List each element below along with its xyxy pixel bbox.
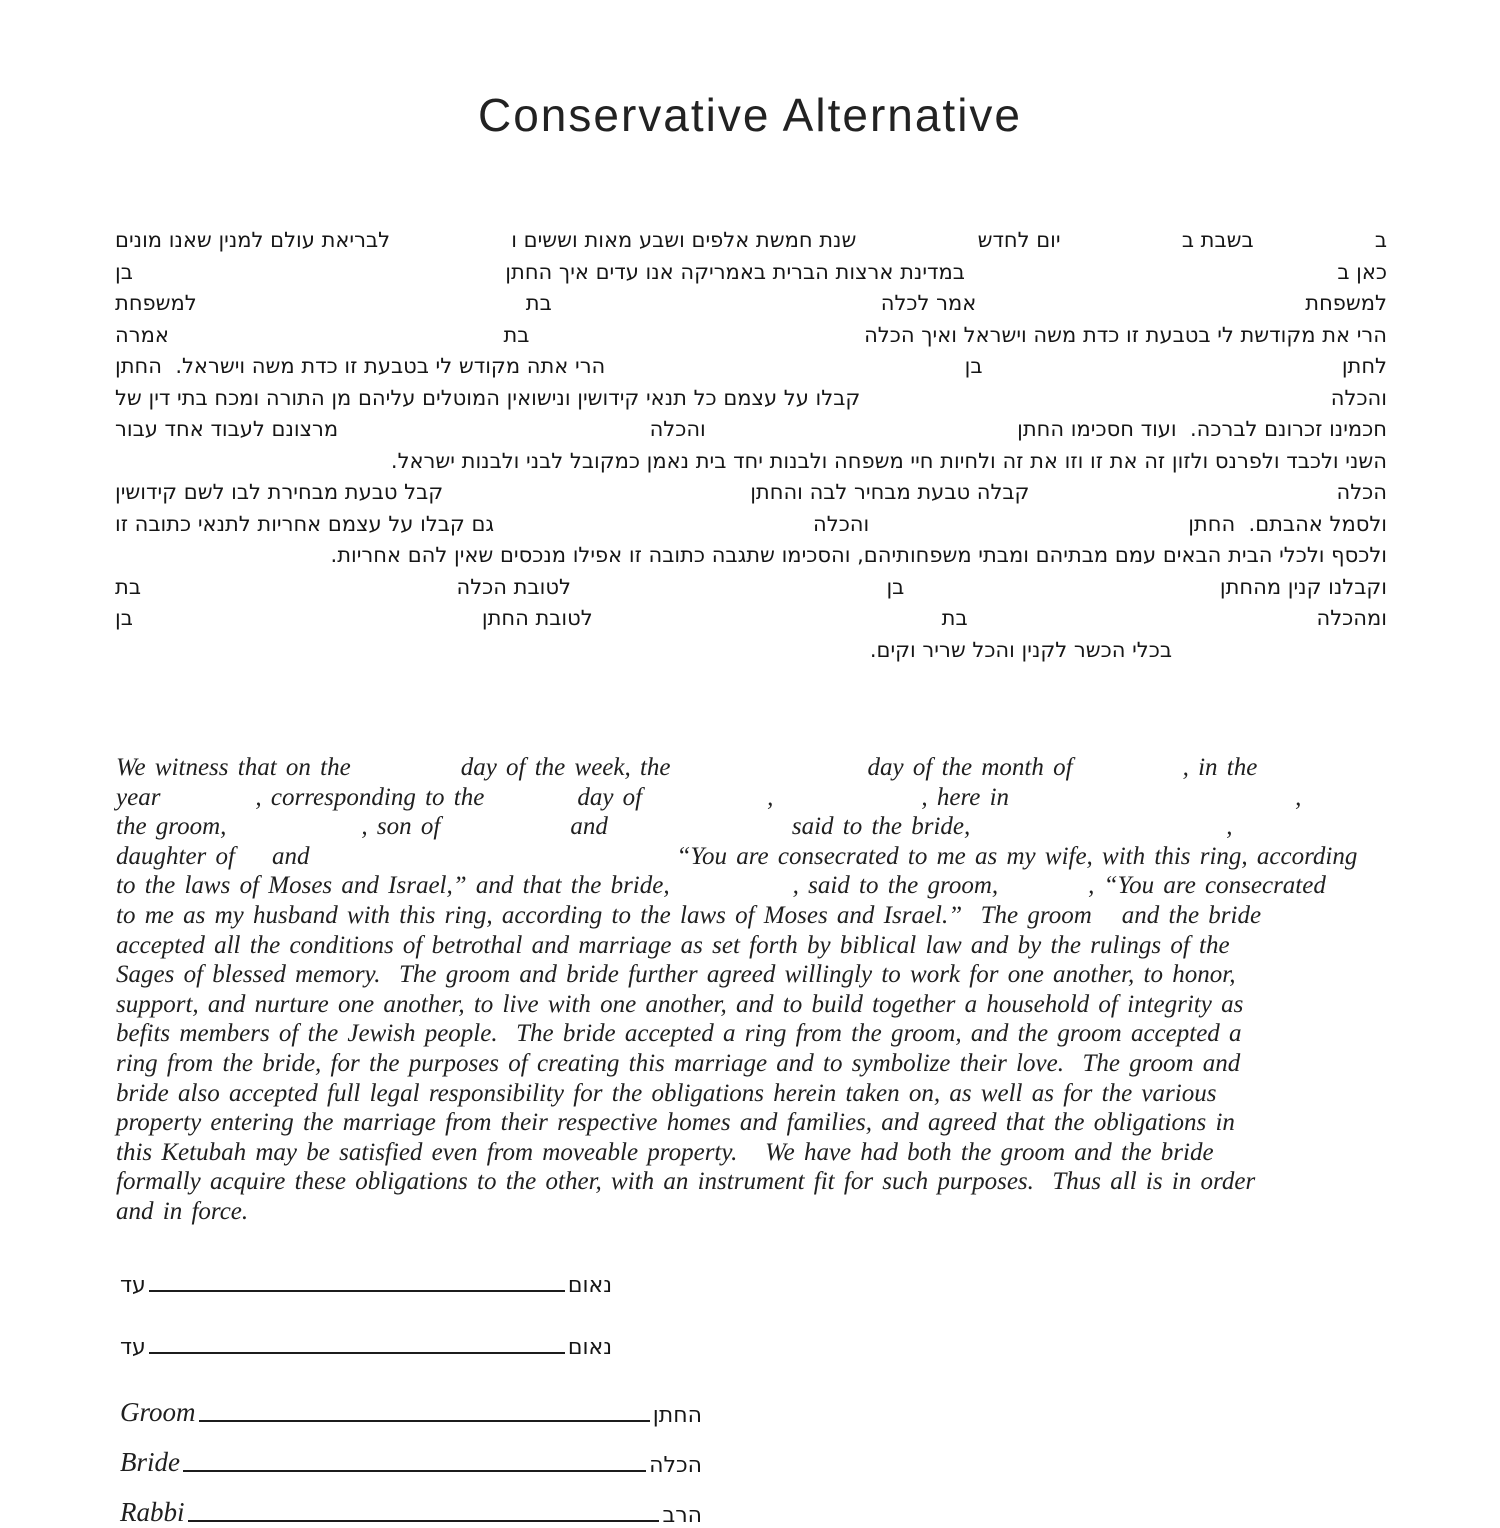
hebrew-text-segment: והכלה (813, 511, 870, 536)
english-line (116, 871, 1420, 901)
hebrew-text-segment: וקבלנו קנין מהחתן (1219, 574, 1387, 599)
hebrew-text-segment: ולסמל אהבתם. החתן (1188, 511, 1387, 536)
hebrew-text-segment: בכלי הכשר לקנין והכל שריר וקים. (869, 637, 1172, 662)
hebrew-text-segment: חכמינו זכרונם לברכה. ועוד חסכימו החתן (1017, 417, 1387, 441)
fill-in-blank (998, 892, 1088, 893)
english-text-segment: “You are consecrated to me as my wife, with this ring, according (676, 842, 1358, 870)
english-text-segment: day of the month of (867, 754, 1073, 781)
hebrew-text-segment: לבריאת עולם למנין שאנו מונים (115, 228, 391, 252)
hebrew-text-segment: לטובת הכלה (456, 574, 571, 599)
english-text-segment: , (767, 783, 774, 811)
fill-in-blank (1009, 804, 1295, 805)
hebrew-line (115, 449, 1387, 481)
hebrew-line (115, 638, 1387, 670)
hebrew-text-segment: בשבת ב (1181, 228, 1254, 252)
document-title: Conservative Alternative (477, 89, 1023, 141)
hebrew-text-segment: לחתן (1341, 354, 1387, 378)
english-text-segment: and in force. (116, 1197, 249, 1225)
fill-in-blank (970, 833, 1226, 834)
hebrew-text-segment: הכלה (1336, 480, 1387, 504)
english-text-segment: befits members of the Jewish people. The bride accepted a ring from the groom, and the groom accepted a (116, 1020, 1242, 1048)
fill-in-blank (226, 833, 361, 834)
english-text-segment: and (271, 842, 310, 870)
fill-in-blank (351, 774, 461, 775)
hebrew-line (115, 512, 1387, 544)
english-text-segment: We witness that on the (116, 754, 351, 781)
english-text-segment: Sages of blessed memory. The groom and bride further agreed willingly to work for one another, to honor, (116, 961, 1236, 989)
fill-in-blank (1092, 922, 1122, 923)
hebrew-line (115, 386, 1387, 418)
english-text-segment: , corresponding to the (255, 783, 485, 811)
english-text-segment: year (116, 783, 161, 811)
hebrew-text-segment: גם קבלו על עצמם אחריות לתנאי כתובה זו (115, 511, 495, 536)
signature-line (183, 1470, 646, 1472)
english-text-segment: to the laws of Moses and Israel,” and that the bride, (116, 872, 670, 900)
hebrew-text-segment: לטובת החתן (481, 606, 593, 630)
signature-right-label: החתן (652, 1402, 702, 1428)
hebrew-text-segment: אמר לכלה (880, 291, 977, 315)
fill-in-blank (773, 804, 921, 805)
hebrew-line (115, 228, 1387, 260)
hebrew-text-segment: כאן ב (1337, 259, 1387, 284)
english-text-segment: , in the (1182, 754, 1258, 781)
signature-left-label: עד (120, 1334, 146, 1360)
signature-right-label: הכלה (649, 1452, 702, 1478)
signature-row (120, 1397, 702, 1428)
hebrew-text-segment: בן (115, 259, 133, 284)
english-line (116, 931, 1420, 961)
fill-in-blank (484, 804, 577, 805)
english-text-segment: ring from the bride, for the purposes of creating this marriage and to symbolize their love. The groom and (116, 1049, 1241, 1077)
hebrew-text-segment: והכלה (1330, 385, 1387, 410)
hebrew-text-segment: ב (1374, 228, 1387, 252)
english-line (116, 1049, 1420, 1079)
english-line (116, 1197, 1420, 1227)
english-text-block (116, 753, 1420, 1227)
fill-in-blank (670, 892, 793, 893)
hebrew-text-segment: בן (964, 354, 983, 378)
signature-row (120, 1273, 612, 1298)
hebrew-text-segment: קבלה טבעת מבחיר לבה והחתן (750, 480, 1030, 504)
fill-in-blank (235, 863, 272, 864)
english-text-segment: , “You are consecrated (1088, 872, 1326, 900)
fill-in-blank (671, 774, 868, 775)
hebrew-text-segment: השני ולכבד ולפרנס ולזון זה את זו וזו את זה ולחיות חיי משפחה ולבנות יחד בית נאמן כמקובל לבני ולבנות ישראל. (390, 448, 1387, 473)
signature-line (149, 1290, 565, 1292)
hebrew-text-segment: מרצונם לעבוד אחד עבור (115, 417, 339, 441)
english-text-segment: accepted all the conditions of betrothal and marriage as set forth by biblical law and by the rulings of the (116, 931, 1230, 959)
signature-line (188, 1520, 660, 1522)
english-text-segment: , son of (361, 813, 441, 841)
english-text-segment: this Ketubah may be satisfied even from moveable property. We have had both the groom and the bride (116, 1138, 1214, 1166)
english-text-segment: , said to the groom, (792, 872, 999, 900)
signature-right-label: הרב (662, 1502, 702, 1528)
signature-left-label: Bride (120, 1446, 180, 1477)
hebrew-text-block (115, 228, 1387, 669)
signature-line (149, 1352, 565, 1354)
english-text-segment: and the bride (1121, 901, 1262, 929)
hebrew-line (115, 354, 1387, 386)
fill-in-blank (608, 833, 792, 834)
english-text-segment: day of (577, 783, 643, 811)
signature-left-label: עד (120, 1272, 146, 1298)
english-text-segment: bride also accepted full legal responsibility for the obligations herein taken on, as well as for the various (116, 1079, 1217, 1107)
fill-in-blank (1073, 774, 1183, 775)
english-line (116, 1167, 1420, 1197)
english-text-segment: daughter of (116, 842, 235, 870)
hebrew-line (115, 260, 1387, 292)
english-text-segment: , (1226, 813, 1233, 841)
hebrew-line (115, 606, 1387, 638)
hebrew-text-segment: קבל טבעת מבחירת לבו לשם קידושין (115, 480, 444, 504)
signature-left-label: Rabbi (120, 1496, 185, 1527)
english-text-segment: and (570, 813, 608, 841)
english-text-segment: to me as my husband with this ring, according to the laws of Moses and Israel.” The groom (116, 901, 1092, 929)
signature-left-label: Groom (120, 1396, 196, 1427)
signature-section (120, 1273, 1500, 1528)
english-text-segment: , here in (921, 783, 1010, 811)
english-line (116, 812, 1420, 842)
fill-in-blank (642, 804, 767, 805)
english-line (116, 783, 1420, 813)
hebrew-text-segment: הרי אתה מקודש לי בטבעת זו כדת משה וישראל. החתן (115, 354, 606, 378)
hebrew-text-segment: והכלה (649, 417, 706, 441)
english-line (116, 842, 1420, 872)
hebrew-text-segment: ומהכלה (1316, 606, 1387, 630)
signature-right-label: נאום (567, 1272, 612, 1298)
signature-row (120, 1447, 702, 1478)
english-text-segment: support, and nurture one another, to live with one another, and to build together a household of integrity as (116, 990, 1244, 1018)
signature-right-label: נאום (567, 1334, 612, 1360)
hebrew-text-segment: בן (115, 606, 133, 630)
hebrew-text-segment: ולכסף ולכלי הבית הבאים עמם מבתיהם ומבתי משפחותיהם, והסכימו שתגבה כתובה זו אפילו מנכסים שאין להם אחריות. (330, 543, 1387, 567)
hebrew-text-segment: בן (886, 574, 905, 599)
english-line (116, 753, 1420, 783)
hebrew-text-segment: בת (115, 574, 141, 599)
hebrew-text-segment: יום לחדש (977, 228, 1061, 252)
hebrew-text-segment: הרי את מקודשת לי בטבעת זו כדת משה וישראל ואיך הכלה (864, 322, 1387, 347)
hebrew-text-segment: למשפחת (1305, 291, 1387, 315)
hebrew-text-segment: שנת חמשת אלפים ושבע מאות וששים ו (511, 228, 857, 252)
english-line (116, 1138, 1420, 1168)
hebrew-text-segment: במדינת ארצות הברית באמריקה אנו עדים איך החתן (505, 259, 965, 284)
hebrew-text-segment: קבלו על עצמם כל תנאי קידושין ונישואין המוטלים עליהם מן התורה ומכח בתי דין של (115, 385, 861, 410)
english-text-segment: the groom, (116, 813, 227, 841)
english-line (116, 960, 1420, 990)
english-text-segment: day of the week, the (460, 754, 671, 781)
hebrew-line (115, 323, 1387, 355)
english-text-segment: said to the bride, (791, 813, 971, 841)
signature-line (199, 1420, 650, 1422)
signature-row (120, 1335, 612, 1360)
english-line (116, 1019, 1420, 1049)
hebrew-line (115, 543, 1387, 575)
hebrew-text-segment: בת (503, 322, 530, 347)
hebrew-text-segment: בת (941, 606, 968, 630)
hebrew-line (115, 417, 1387, 449)
english-line (116, 990, 1420, 1020)
english-line (116, 1108, 1420, 1138)
hebrew-text-segment: בת (525, 291, 552, 315)
english-text-segment: , (1295, 783, 1302, 811)
hebrew-line (115, 575, 1387, 607)
hebrew-text-segment: למשפחת (115, 291, 197, 315)
hebrew-line (115, 291, 1387, 323)
fill-in-blank (440, 833, 570, 834)
signature-row (120, 1497, 702, 1528)
english-line (116, 901, 1420, 931)
fill-in-blank (309, 863, 676, 864)
fill-in-blank (160, 804, 255, 805)
hebrew-text-segment: אמרה (115, 322, 169, 347)
english-line (116, 1079, 1420, 1109)
hebrew-line (115, 480, 1387, 512)
english-text-segment: formally acquire these obligations to the other, with an instrument fit for such purposes. Thus all is in order (116, 1168, 1256, 1196)
english-text-segment: property entering the marriage from their respective homes and families, and agreed that the obligations in (116, 1109, 1235, 1137)
